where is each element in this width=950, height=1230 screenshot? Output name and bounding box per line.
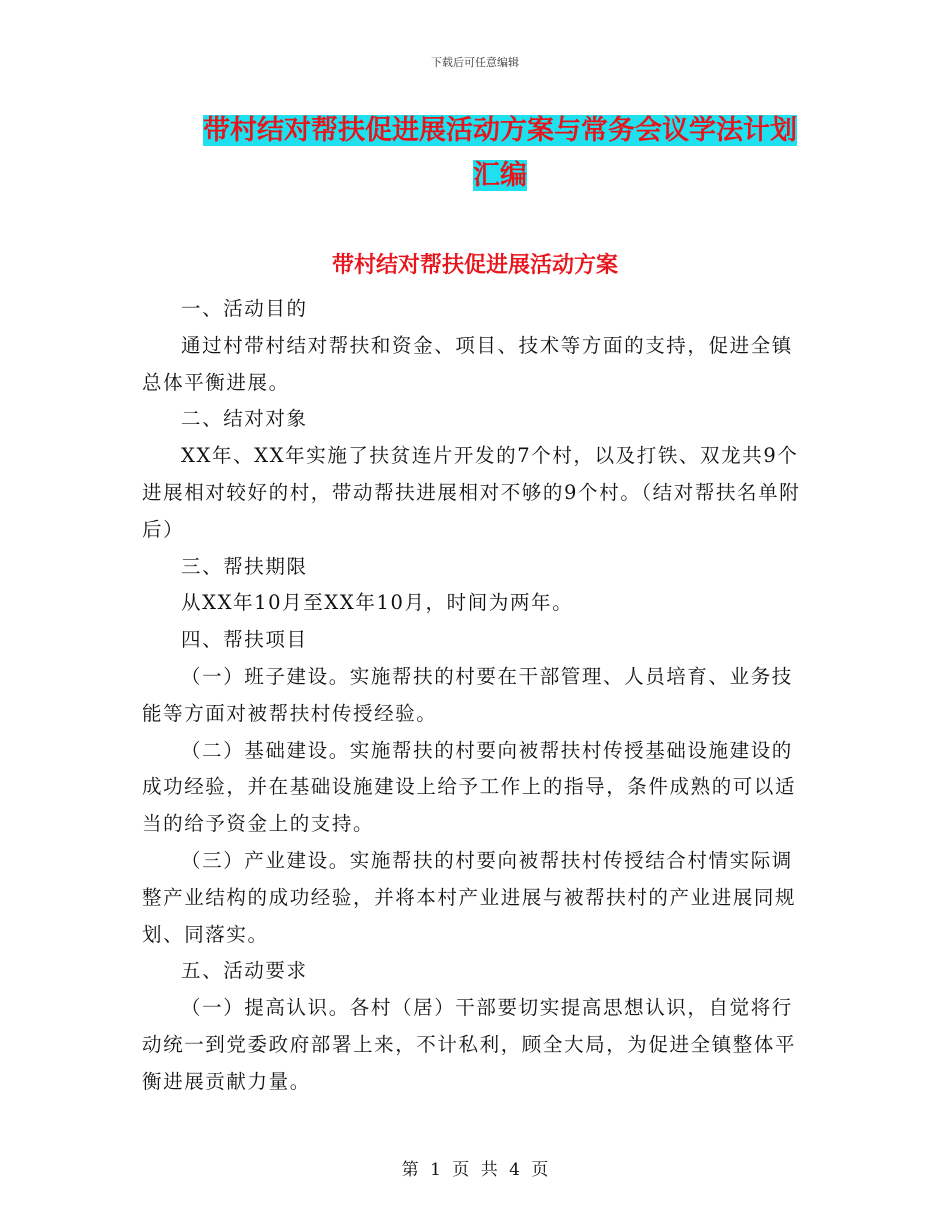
paragraph: XX年、XX年实施了扶贫连片开发的7个村，以及打铁、双龙共9个进展相对较好的村，带动帮扶进展相对不够的9个村。（结对帮扶名单附后） [142, 444, 801, 541]
document-title-highlight: 带村结对帮扶促进展活动方案与常务会议学法计划汇编 [203, 115, 797, 191]
document-body [142, 291, 802, 1101]
paragraph: （一）班子建设。实施帮扶的村要在干部管理、人员培育、业务技能等方面对被帮扶村传授经验。 [142, 664, 793, 725]
section-title: 带村结对帮扶促进展活动方案 [331, 252, 618, 278]
heading-assistance-projects: 四、帮扶项目 [181, 628, 308, 652]
paragraph: （二）基础建设。实施帮扶的村要向被帮扶村传授基础设施建设的成功经验，并在基础设施建设上给予工作上的指导，条件成熟的可以适当的给予资金上的支持。 [142, 738, 797, 836]
paragraph: 通过村带村结对帮扶和资金、项目、技术等方面的支持，促进全镇总体平衡进展。 [142, 333, 793, 394]
page-number-footer: 第 1 页 共 4 页 [401, 1160, 549, 1180]
document-title [190, 108, 810, 198]
heading-activity-purpose: 一、活动目的 [181, 297, 308, 320]
heading-activity-requirements: 五、活动要求 [181, 959, 308, 983]
page-header-note: 下载后可任意编辑 [431, 56, 519, 69]
paragraph: （一）提高认识。各村（居）干部要切实提高思想认识，自觉将行动统一到党委政府部署上来，不计私利，顾全大局，为促进全镇整体平衡进展贡献力量。 [142, 996, 797, 1093]
heading-assistance-period: 三、帮扶期限 [181, 554, 308, 578]
paragraph: （三）产业建设。实施帮扶的村要向被帮扶村传授结合村情实际调整产业结构的成功经验，并将本村产业进展与被帮扶村的产业进展同规划、同落实。 [142, 848, 797, 946]
heading-pairing-targets: 二、结对对象 [181, 407, 308, 431]
paragraph: 从XX年10月至XX年10月，时间为两年。 [181, 591, 574, 615]
